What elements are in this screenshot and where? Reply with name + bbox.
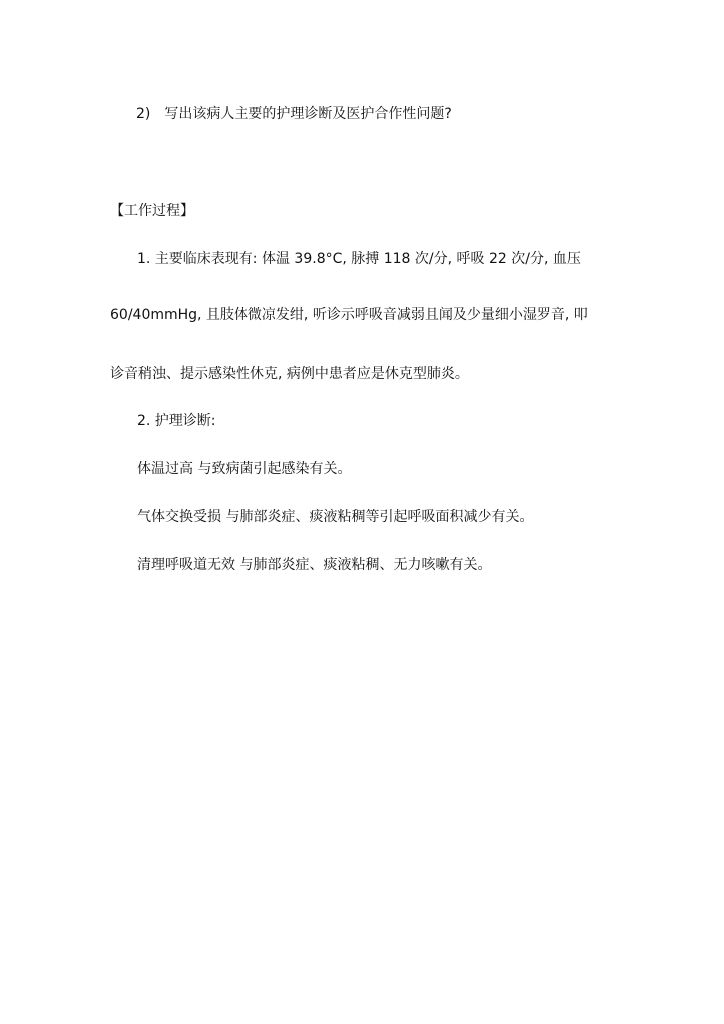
diagnosis-item: 气体交换受损 与肺部炎症、痰液粘稠等引起呼吸面积减少有关。 [137, 509, 534, 525]
section-heading: 【工作过程】 [110, 203, 194, 219]
paragraph1-line2: 60/40mmHg, 且肢体微凉发绀, 听诊示呼吸音减弱且闻及少量细小湿罗音, 叩 [110, 307, 588, 323]
diagnosis-item: 清理呼吸道无效 与肺部炎症、痰液粘稠、无力咳嗽有关。 [137, 557, 492, 573]
diagnosis-item: 体温过高 与致病菌引起感染有关。 [137, 461, 352, 477]
paragraph1-line3: 诊音稍浊、提示感染性休克, 病例中患者应是休克型肺炎。 [110, 366, 469, 382]
question-text: 写出该病人主要的护理诊断及医护合作性问题? [164, 106, 452, 122]
question-line [136, 104, 452, 124]
paragraph2-heading: 2. 护理诊断: [137, 413, 216, 429]
question-number: 2) [136, 106, 151, 122]
paragraph1-line1: 1. 主要临床表现有: 体温 39.8°C, 脉搏 118 次/分, 呼吸 22 次/分, 血压 [137, 251, 581, 267]
